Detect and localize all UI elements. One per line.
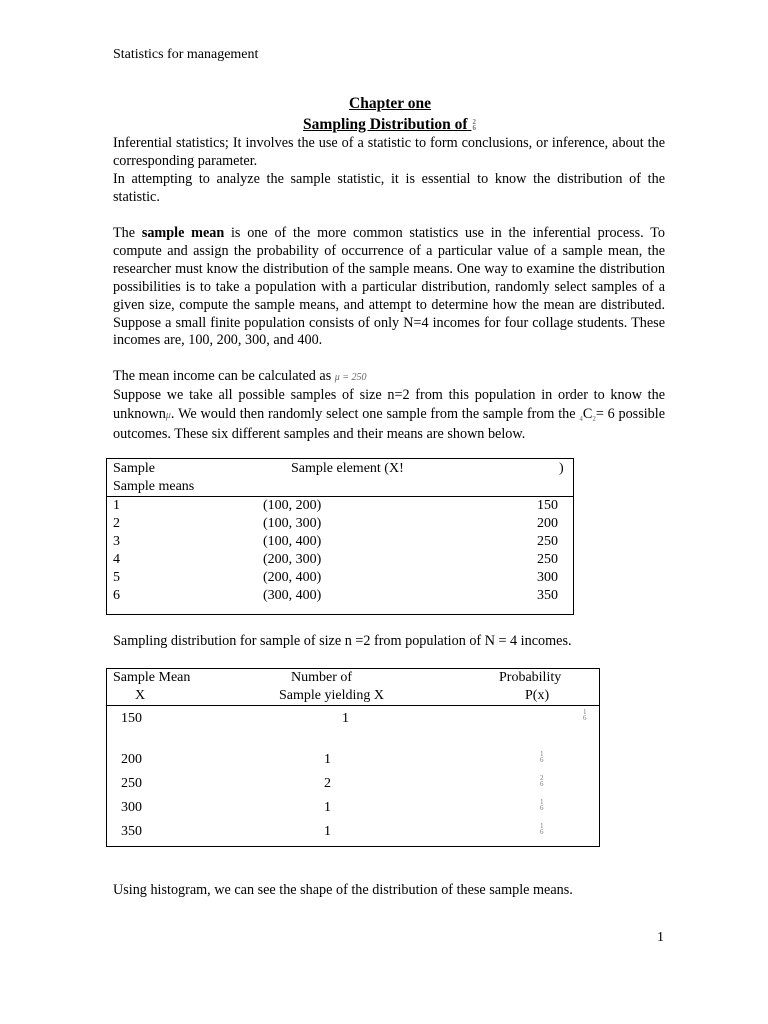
t2-row-n: 2 bbox=[324, 776, 331, 791]
t1-header-sample: Sample bbox=[113, 461, 155, 476]
t2-row-prob: 1 6 bbox=[540, 750, 544, 764]
combination-k: 2 bbox=[592, 414, 596, 423]
t1-row-num: 4 bbox=[113, 552, 120, 567]
t2-row-n: 1 bbox=[324, 824, 331, 839]
t1-row-element: (100, 300) bbox=[263, 516, 322, 531]
combination-n: 4 bbox=[579, 414, 583, 423]
t1-header-means: Sample means bbox=[113, 479, 195, 494]
t1-row-num: 5 bbox=[113, 570, 120, 585]
paragraph-inferential: Inferential statistics; It involves the use of a statistic to form conclusions, or inference, about the corresponding parameter. bbox=[113, 135, 665, 169]
paragraph-sample-mean: The sample mean is one of the more common statistics use in the inferential process. To compute and assign the probability of occurrence of a particular value of a sample mean, the researcher must know the distribution of the sample means. One way to examine the distribution possibilities is to take a population with a particular distribution, randomly select samples of a given size, compute the sample means, and attempt to determine how the mean are distributed. Suppose a small finite population consists of only N=4 incomes for four collage students. These incomes are, 100, 200, 300, and 400. bbox=[113, 225, 665, 349]
t1-row-mean: 200 bbox=[537, 516, 558, 531]
t2-row-x: 350 bbox=[121, 824, 142, 839]
subtitle-text: Sampling Distribution of bbox=[303, 116, 468, 133]
t2-row-x: 250 bbox=[121, 776, 142, 791]
paragraph-mean-income: The mean income can be calculated as μ = 250 bbox=[113, 368, 367, 384]
t1-row-num: 6 bbox=[113, 588, 120, 603]
t1-header-element: Sample element (X! bbox=[291, 461, 404, 476]
sampling-distribution-table bbox=[106, 668, 600, 847]
page-number: 1 bbox=[657, 930, 664, 945]
t2-row-n: 1 bbox=[342, 711, 349, 726]
t2-row-x: 300 bbox=[121, 800, 142, 815]
t1-header-close: ) bbox=[559, 461, 564, 476]
subtitle-fraction: 2 6 bbox=[472, 118, 476, 133]
t2-header-mean: Sample Mean bbox=[113, 670, 191, 685]
chapter-subtitle bbox=[0, 116, 768, 134]
t1-row-element: (200, 400) bbox=[263, 570, 322, 585]
sampling-caption: Sampling distribution for sample of size n =2 from population of N = 4 incomes. bbox=[113, 633, 572, 649]
t1-row-num: 1 bbox=[113, 498, 120, 513]
t1-row-mean: 300 bbox=[537, 570, 558, 585]
t1-row-element: (200, 300) bbox=[263, 552, 322, 567]
t1-row-element: (100, 400) bbox=[263, 534, 322, 549]
t2-header-x: X bbox=[135, 688, 146, 703]
t2-row-prob: 2 6 bbox=[540, 774, 544, 788]
t2-row-prob: 1 6 bbox=[540, 798, 544, 812]
t1-row-mean: 150 bbox=[537, 498, 558, 513]
samples-table bbox=[106, 458, 574, 615]
sample-mean-term: sample mean bbox=[141, 225, 225, 241]
t2-header-probability: Probability bbox=[499, 670, 562, 685]
histogram-note: Using histogram, we can see the shape of the distribution of these sample means. bbox=[113, 882, 573, 898]
t1-row-mean: 250 bbox=[537, 534, 558, 549]
t1-row-num: 2 bbox=[113, 516, 120, 531]
t1-row-element: (300, 400) bbox=[263, 588, 322, 603]
t2-row-x: 200 bbox=[121, 752, 142, 767]
t2-header-px: P(x) bbox=[525, 688, 550, 703]
page-header: Statistics for management bbox=[113, 47, 259, 62]
paragraph-analyze: In attempting to analyze the sample statistic, it is essential to know the distribution of the statistic. bbox=[113, 171, 665, 205]
t2-header-number: Number of bbox=[291, 670, 353, 685]
t2-row-n: 1 bbox=[324, 800, 331, 815]
t1-row-element: (100, 200) bbox=[263, 498, 322, 513]
t2-row-n: 1 bbox=[324, 752, 331, 767]
t1-row-mean: 350 bbox=[537, 588, 558, 603]
t2-header-yielding: Sample yielding X bbox=[279, 688, 384, 703]
t1-row-num: 3 bbox=[113, 534, 120, 549]
mu-symbol: μ bbox=[165, 409, 171, 421]
mean-formula: μ = 250 bbox=[334, 372, 367, 383]
t2-row-x: 150 bbox=[121, 711, 142, 726]
chapter-title: Chapter one bbox=[349, 95, 431, 112]
t2-row-prob: 1 6 bbox=[583, 708, 587, 722]
t1-row-mean: 250 bbox=[537, 552, 558, 567]
t2-row-prob: 1 6 bbox=[540, 822, 544, 836]
paragraph-possible-samples: Suppose we take all possible samples of size n=2 from this population in order to know the unknownμ. We would then randomly select one sample from the sample from the $_4C_2= 6$ possible outcomes. These six different samples and their means are shown below. bbox=[113, 387, 665, 442]
